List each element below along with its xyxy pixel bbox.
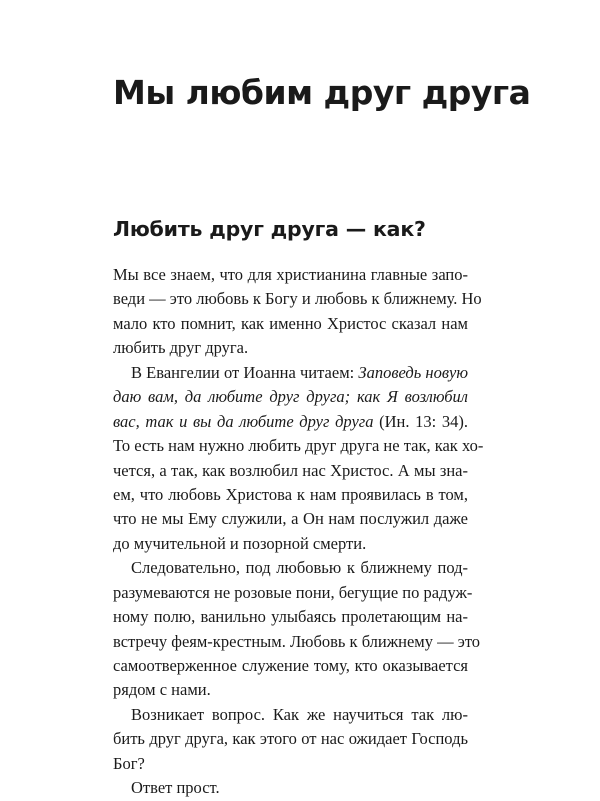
text-line: самоотверженное служение тому, кто оказывается (113, 656, 468, 675)
text-line: Следовательно, под любовью к ближнему под- (131, 558, 468, 578)
text-line: Возникает вопрос. Как же научиться так лю- (131, 704, 468, 724)
text-line: рядом с нами. (113, 680, 211, 700)
text-line (113, 361, 468, 385)
text-line: ному полю, ванильно улыбаясь пролетающим на- (113, 607, 468, 627)
text-line: То есть нам нужно любить друг друга не так, как хо- (113, 436, 484, 456)
text-line: любить друг друга. (113, 338, 249, 358)
text-line: мало кто помнит, как именно Христос сказал нам (113, 313, 468, 333)
section-title: Любить друг друга — как? (113, 217, 426, 241)
chapter-title: Мы любим друг друга (113, 73, 531, 112)
text-line (113, 410, 468, 434)
quote-italic: даю вам, да любите друг друга; как Я возлюбил (113, 387, 468, 407)
body-text (113, 263, 484, 801)
text-line: Ответ прост. (131, 778, 220, 798)
text-line: разумеваются не розовые пони, бегущие по радуж- (113, 582, 473, 602)
text-line: Мы все знаем, что для христианина главные запо- (113, 265, 468, 284)
text-line: встречу феям-крестным. Любовь к ближнему — это (113, 631, 481, 651)
text-line: Бог? (113, 753, 145, 773)
text-line: чется, а так, как возлюбил нас Христос. А мы зна- (113, 460, 468, 480)
text-line: бить друг друга, как этого от нас ожидает Господь (113, 729, 468, 749)
citation: (Ин. 13: 34). (373, 411, 468, 431)
paragraph-2 (113, 361, 484, 557)
quote-italic: вас, так и вы да любите друг друга (113, 411, 374, 431)
paragraph-4 (113, 703, 468, 776)
text-line (113, 385, 468, 409)
text-line: ем, что любовь Христова к нам проявилась в том, (113, 484, 468, 504)
text-line: веди — это любовь к Богу и любовь к ближнему. Но (113, 289, 482, 309)
text-line: что не мы Ему служили, а Он нам послужил даже (113, 509, 468, 529)
text-normal: В Евангелии от Иоанна читаем: (131, 362, 359, 382)
paragraph-3 (113, 556, 481, 703)
quote-italic: Заповедь новую (358, 362, 468, 382)
paragraph-1 (113, 263, 482, 361)
text-line: до мучительной и позорной смерти. (113, 533, 367, 553)
paragraph-5 (113, 776, 468, 800)
